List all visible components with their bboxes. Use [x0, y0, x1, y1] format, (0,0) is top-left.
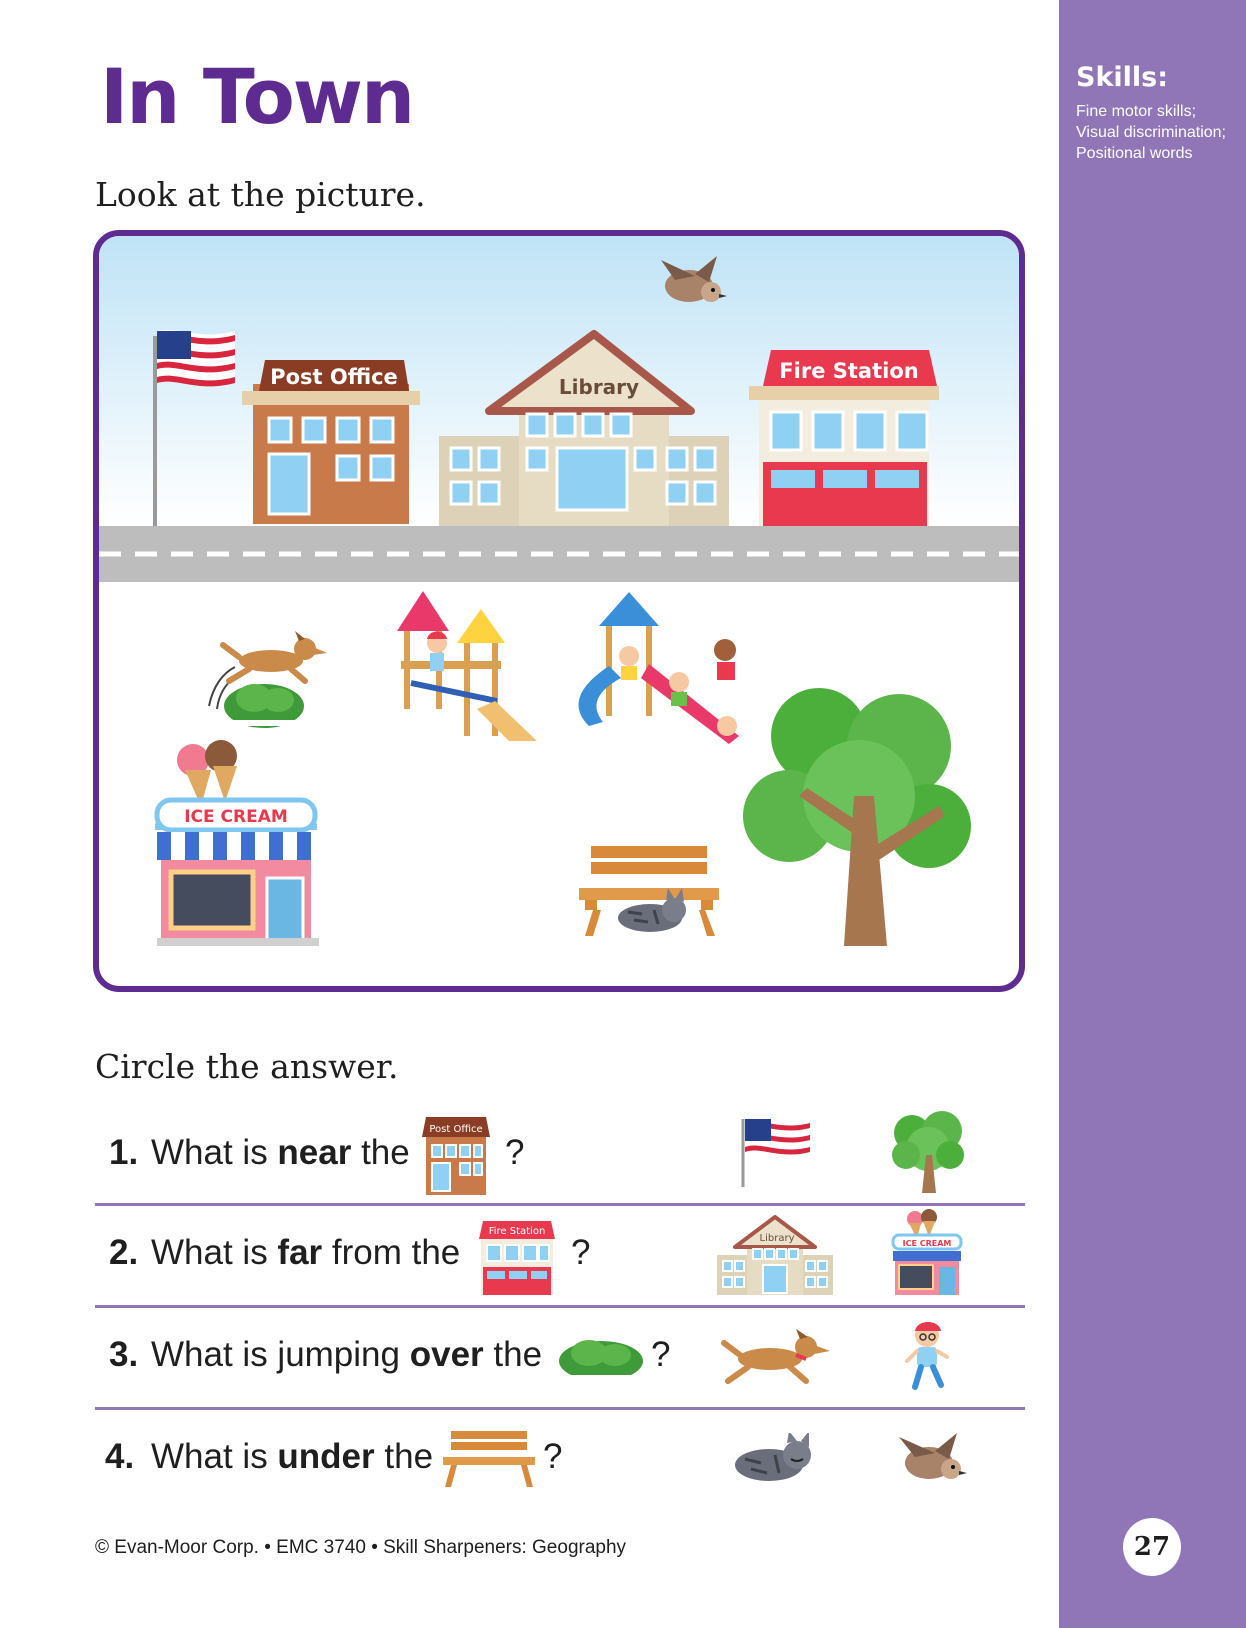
footer-copyright: © Evan-Moor Corp. • EMC 3740 • Skill Sharpeners: Geography [95, 1537, 627, 1558]
question-3 [95, 1309, 1025, 1411]
question-2 [95, 1207, 1025, 1309]
fire-station-building [749, 350, 939, 526]
svg-text:Fire Station: Fire Station [488, 1226, 546, 1237]
svg-text:Post Office: Post Office [429, 1124, 483, 1135]
question-text: What is under the [151, 1437, 434, 1476]
question-text: What is jumping over the [151, 1335, 543, 1374]
keyword: over [409, 1335, 484, 1374]
tree-icon [743, 688, 971, 946]
question-text: What is near the [151, 1133, 410, 1172]
bush-icon [224, 684, 304, 728]
child-choice-icon[interactable] [903, 1317, 953, 1395]
keyword: near [277, 1133, 352, 1172]
playground-slide [579, 592, 739, 744]
library-choice-icon[interactable] [713, 1215, 837, 1297]
instruction-look: Look at the picture. [95, 175, 426, 214]
post-office-sign: Post Office [270, 365, 398, 389]
keyword: under [277, 1437, 375, 1476]
svg-text:Library: Library [759, 1233, 795, 1244]
town-scene [93, 230, 1025, 992]
divider [95, 1203, 1025, 1206]
divider [95, 1407, 1025, 1410]
question-mark: ? [543, 1437, 563, 1476]
question-4 [95, 1411, 1025, 1513]
question-number: 3. [109, 1335, 139, 1374]
page-number: 27 [1123, 1518, 1181, 1576]
instruction-circle: Circle the answer. [95, 1047, 399, 1086]
ice-cream-shop [155, 740, 319, 946]
dog-choice-icon[interactable] [720, 1327, 832, 1387]
skills-label: Skills: [1076, 62, 1169, 93]
ice-cream-shop-choice-icon[interactable] [891, 1207, 963, 1299]
question-number: 1. [109, 1133, 139, 1172]
tree-choice-icon[interactable] [890, 1105, 966, 1193]
skills-sidebar [1059, 0, 1246, 1628]
ice-cream-sign: ICE CREAM [184, 807, 288, 827]
bush-icon [557, 1331, 645, 1381]
fire-station-icon [475, 1219, 559, 1295]
fire-station-sign: Fire Station [779, 359, 919, 383]
flag-choice-icon[interactable] [740, 1113, 812, 1187]
bench-icon [443, 1431, 535, 1487]
page-title: In Town [100, 52, 414, 141]
question-number: 4. [105, 1437, 135, 1476]
question-mark: ? [651, 1335, 671, 1374]
post-office-icon [420, 1115, 492, 1195]
library-sign: Library [558, 375, 640, 399]
svg-text:ICE CREAM: ICE CREAM [902, 1239, 952, 1248]
skills-text: Fine motor skills; Visual discrimination; Positional words [1076, 103, 1226, 162]
question-1 [95, 1105, 1025, 1207]
cat-choice-icon[interactable] [731, 1433, 819, 1485]
question-mark: ? [571, 1233, 591, 1272]
post-office-building [242, 360, 420, 524]
keyword: far [277, 1233, 323, 1272]
playground-climber [397, 591, 537, 741]
question-text: What is far from the [151, 1233, 461, 1272]
divider [95, 1305, 1025, 1308]
question-mark: ? [505, 1133, 525, 1172]
question-number: 2. [109, 1233, 139, 1272]
bird-choice-icon[interactable] [895, 1429, 971, 1487]
